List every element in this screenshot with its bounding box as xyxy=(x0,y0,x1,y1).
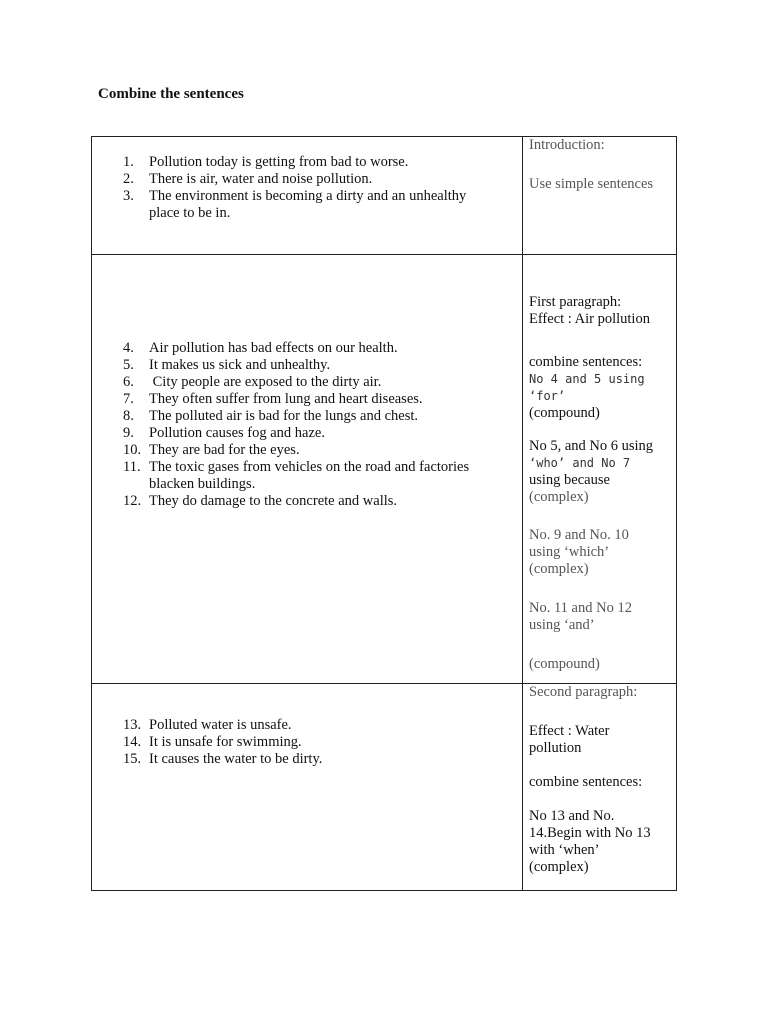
list-item: 4. Air pollution has bad effects on our health. xyxy=(123,340,398,356)
instruction-text: ‘who’ and No 7 xyxy=(529,456,631,470)
list-item: 6. City people are exposed to the dirty air. xyxy=(123,374,382,390)
instruction-text: No 5, and No 6 using xyxy=(529,438,654,454)
instruction-text: No 13 and No. 14.Begin with No 13 xyxy=(529,808,651,841)
list-item: 11. The toxic gases from vehicles on the road and factories blacken buildings. xyxy=(123,459,470,492)
sentence-list-air xyxy=(92,340,495,510)
list-item: 9. Pollution causes fog and haze. xyxy=(123,425,325,441)
list-item: 5. It makes us sick and unhealthy. xyxy=(123,357,331,373)
instruction-text: Use simple sentences xyxy=(529,176,654,192)
list-item: 10. They are bad for the eyes. xyxy=(123,442,300,458)
list-item: 7. They often suffer from lung and heart diseases. xyxy=(123,391,423,407)
list-item: 15. It causes the water to be dirty. xyxy=(123,751,323,767)
instruction-text: (complex) xyxy=(529,859,589,875)
list-item: 8. The polluted air is bad for the lungs and chest. xyxy=(123,408,418,424)
list-item: 2. There is air, water and noise pollution. xyxy=(123,171,373,187)
effect-text: Effect : Water pollution xyxy=(529,723,610,756)
instruction-text: using ‘and’ xyxy=(529,617,595,633)
intro-notes xyxy=(529,137,671,193)
combine-label: combine sentences: xyxy=(529,354,643,370)
instruction-text: (complex) xyxy=(529,561,589,577)
list-item: 3. The environment is becoming a dirty and an unhealthy place to be in. xyxy=(123,188,467,221)
instruction-text: (complex) xyxy=(529,489,589,505)
instruction-text: (compound) xyxy=(529,405,600,421)
instruction-text: with ‘when’ xyxy=(529,842,600,858)
section-heading: First paragraph: xyxy=(529,294,622,310)
instruction-text: using ‘which’ xyxy=(529,544,610,560)
instruction-text: using because xyxy=(529,472,610,488)
section-heading: Second paragraph: xyxy=(529,684,638,700)
sentence-list-water xyxy=(92,717,495,768)
list-item: 12. They do damage to the concrete and walls. xyxy=(123,493,398,509)
instruction-text: No. 11 and No 12 xyxy=(529,600,632,616)
list-item: 1. Pollution today is getting from bad to worse. xyxy=(123,154,409,170)
sentence-list-intro xyxy=(92,154,495,222)
section-heading: Introduction: xyxy=(529,137,605,153)
first-paragraph-notes xyxy=(529,294,671,673)
exercise-table xyxy=(91,136,677,891)
list-item: 14. It is unsafe for swimming. xyxy=(123,734,302,750)
effect-text: Effect : Air pollution xyxy=(529,311,650,327)
instruction-text: No 4 and 5 using ‘for’ xyxy=(529,372,645,403)
instruction-text: No. 9 and No. 10 xyxy=(529,527,629,543)
page-title: Combine the sentences xyxy=(98,86,244,102)
list-item: 13. Polluted water is unsafe. xyxy=(123,717,292,733)
column-divider xyxy=(522,137,523,890)
combine-label: combine sentences: xyxy=(529,774,643,790)
instruction-text: (compound) xyxy=(529,656,600,672)
second-paragraph-notes xyxy=(529,684,671,876)
row-divider xyxy=(92,254,676,255)
